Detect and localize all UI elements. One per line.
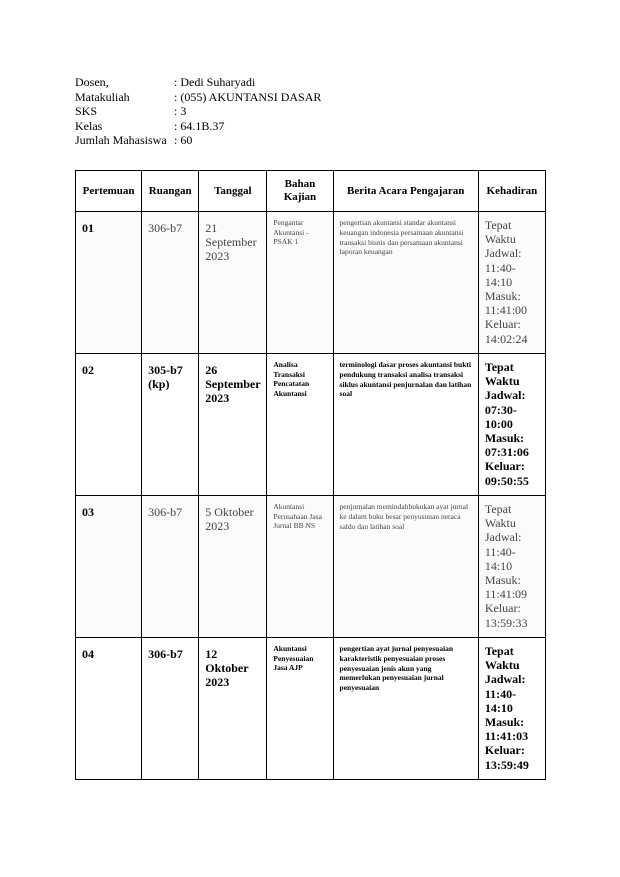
info-row-matakuliah xyxy=(75,90,321,105)
cell-kehadiran xyxy=(478,354,545,496)
kehadiran-line: Jadwal: xyxy=(484,672,526,687)
info-label: Jumlah Mahasiswa xyxy=(75,133,167,147)
course-info xyxy=(75,75,321,148)
cell-ruangan xyxy=(142,354,199,496)
kehadiran-line: Masuk: xyxy=(484,715,525,730)
kehadiran-line: 13:59:33 xyxy=(484,615,528,630)
info-value: : 3 xyxy=(174,104,187,118)
kehadiran-line: Tepat xyxy=(484,360,514,374)
info-value: : 60 xyxy=(174,133,193,147)
info-label: Matakuliah xyxy=(75,89,130,104)
kehadiran-line: Masuk: xyxy=(484,431,525,446)
info-value: : 64.1B.37 xyxy=(174,118,225,133)
cell-bahan xyxy=(267,496,333,638)
berita-value: pengertian ayat jurnal penyesuaian karakteristik penyesuaian proses penyesuaian jenis akun yang memerlukan penyesuaian jurnal penyesuaian xyxy=(339,644,454,693)
kehadiran-line: 11:41:00 xyxy=(484,303,528,318)
pertemuan-value: 01 xyxy=(82,221,94,235)
kehadiran-line: Tepat xyxy=(484,218,512,232)
cell-kehadiran xyxy=(478,638,545,780)
cell-tanggal xyxy=(199,496,267,638)
bahan-value: Pengantar Akuntansi - PSAK 1 xyxy=(273,218,309,246)
table-row xyxy=(76,638,546,780)
cell-tanggal xyxy=(199,638,267,780)
kehadiran-line: 14:10 xyxy=(484,558,513,573)
kehadiran-line: Waktu xyxy=(484,516,516,531)
pertemuan-value: 03 xyxy=(82,505,94,519)
kehadiran-line: Tepat xyxy=(484,644,514,658)
cell-ruangan xyxy=(142,212,199,354)
berita-value: terminologi dasar proses akuntansi bukti pendukung transaksi analisa transaksi siklus akuntansi penjurnalan dan latihan soal xyxy=(339,360,472,399)
kehadiran-line: 14:10 xyxy=(484,274,513,289)
cell-kehadiran xyxy=(478,212,545,354)
kehadiran-line: 13:59:49 xyxy=(484,757,529,772)
cell-tanggal xyxy=(199,212,267,354)
ruangan-value: 306-b7 xyxy=(148,505,183,519)
info-row-jumlah-mahasiswa xyxy=(75,133,321,148)
cell-pertemuan xyxy=(76,354,142,496)
bahan-value: Akuntansi Perusahaan Jasa Jurnal BB NS xyxy=(273,502,322,530)
attendance-table xyxy=(75,170,546,780)
kehadiran-line: 11:41:03 xyxy=(484,729,529,744)
table-row xyxy=(76,496,546,638)
cell-tanggal xyxy=(199,354,267,496)
info-label: Kelas xyxy=(75,118,103,133)
kehadiran-line: 11:40- xyxy=(484,686,517,701)
cell-berita xyxy=(333,496,478,638)
info-row-sks xyxy=(75,104,321,119)
cell-bahan xyxy=(267,354,333,496)
header-bahan-kajian: Bahan Kajian xyxy=(267,171,333,212)
kehadiran-line: Waktu xyxy=(484,374,520,389)
cell-berita xyxy=(333,638,478,780)
kehadiran-line: 10:00 xyxy=(484,416,513,431)
kehadiran-line: 14:02:24 xyxy=(484,331,528,346)
header-kehadiran: Kehadiran xyxy=(478,171,545,212)
cell-pertemuan xyxy=(76,212,142,354)
kehadiran-line: Waktu xyxy=(484,658,520,673)
cell-bahan xyxy=(267,638,333,780)
table-row xyxy=(76,354,546,496)
kehadiran-line: 07:30- xyxy=(484,402,517,417)
kehadiran-line: 07:31:06 xyxy=(484,445,529,460)
ruangan-value: 306-b7 xyxy=(148,647,183,661)
cell-ruangan xyxy=(142,638,199,780)
cell-berita xyxy=(333,212,478,354)
kehadiran-line: Masuk: xyxy=(484,289,521,304)
kehadiran-line: Waktu xyxy=(484,232,516,247)
kehadiran-line: 09:50:55 xyxy=(484,473,529,488)
kehadiran-line: 11:40- xyxy=(484,544,516,559)
berita-value: pengertian akuntansi standar akuntansi keuangan indonesia persamaan akuntansi transaksi bisnis dan persamaan akuntansi laporan keuangan xyxy=(339,218,464,257)
kehadiran-line: Keluar: xyxy=(484,459,525,474)
ruangan-value: 305-b7 (kp) xyxy=(148,363,183,391)
pertemuan-value: 02 xyxy=(82,363,94,377)
tanggal-value: 26 September 2023 xyxy=(205,363,261,405)
kehadiran-line: Jadwal: xyxy=(484,530,522,545)
kehadiran-line: Jadwal: xyxy=(484,246,522,261)
kehadiran-line: 14:10 xyxy=(484,700,513,715)
kehadiran-line: Keluar: xyxy=(484,601,521,616)
kehadiran-line: 11:40- xyxy=(484,260,516,275)
header-berita-acara: Berita Acara Pengajaran xyxy=(333,171,478,212)
kehadiran-line: Keluar: xyxy=(484,317,521,332)
info-label: SKS xyxy=(75,104,98,118)
tanggal-value: 12 Oktober 2023 xyxy=(205,647,249,689)
header-ruangan: Ruangan xyxy=(142,171,199,212)
table-header-row xyxy=(76,171,546,212)
table-row xyxy=(76,212,546,354)
tanggal-value: 5 Oktober 2023 xyxy=(205,505,254,533)
kehadiran-line: Jadwal: xyxy=(484,388,526,403)
info-label: Dosen, xyxy=(75,75,109,89)
kehadiran-line: Keluar: xyxy=(484,743,525,758)
header-pertemuan: Pertemuan xyxy=(76,171,142,212)
tanggal-value: 21 September 2023 xyxy=(205,221,257,263)
ruangan-value: 306-b7 xyxy=(148,221,183,235)
cell-pertemuan xyxy=(76,496,142,638)
bahan-value: Akuntansi Penyesuaian Jasa AJP xyxy=(273,644,314,672)
cell-pertemuan xyxy=(76,638,142,780)
bahan-value: Analisa Transaksi Pencatatan Akuntansi xyxy=(273,360,310,398)
cell-kehadiran xyxy=(478,496,545,638)
pertemuan-value: 04 xyxy=(82,647,94,661)
kehadiran-line: 11:41:09 xyxy=(484,587,528,602)
info-row-kelas xyxy=(75,119,321,134)
info-value: : Dedi Suharyadi xyxy=(174,75,256,89)
kehadiran-line: Masuk: xyxy=(484,573,521,588)
berita-value: penjurnalan memindahbukukan ayat jurnal ke dalam buku besar penyusunan neraca saldo dan latihan soal xyxy=(339,502,469,531)
cell-ruangan xyxy=(142,496,199,638)
header-tanggal: Tanggal xyxy=(199,171,267,212)
info-row-dosen xyxy=(75,75,321,90)
info-value: : (055) AKUNTANSI DASAR xyxy=(174,89,322,104)
cell-bahan xyxy=(267,212,333,354)
cell-berita xyxy=(333,354,478,496)
kehadiran-line: Tepat xyxy=(484,502,512,516)
